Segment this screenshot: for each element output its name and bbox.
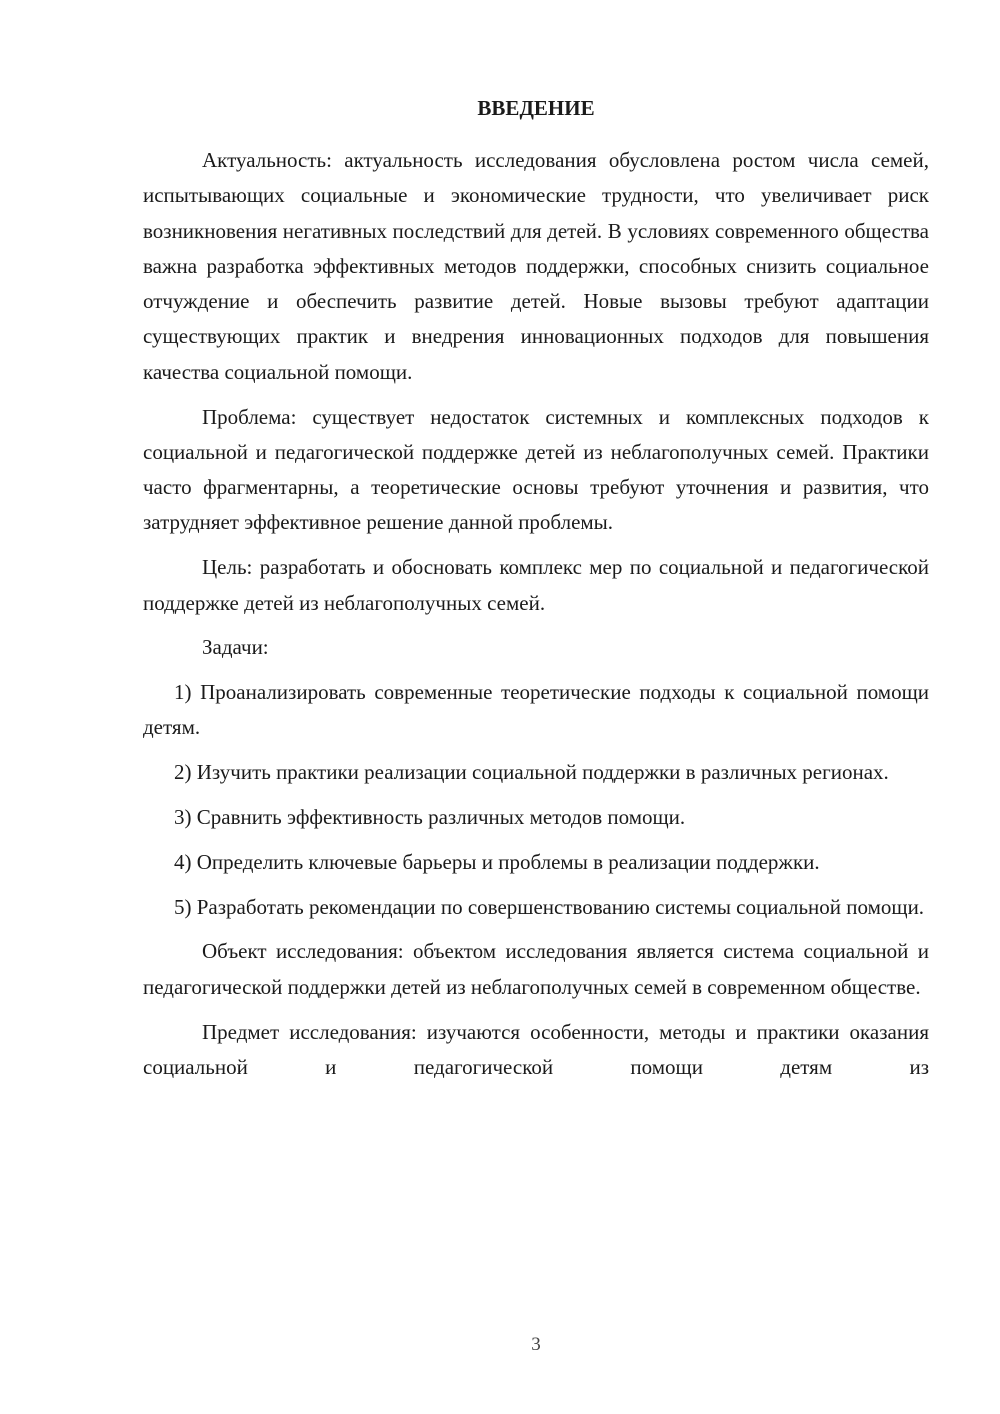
paragraph-object: Объект исследования: объектом исследования является система социальной и педагогической поддержки детей из неблагополучных семей в современном обществе.: [143, 939, 929, 999]
page-title: ВВЕДЕНИЕ: [477, 96, 595, 120]
paragraph-subject: Предмет исследования: изучаются особенности, методы и практики оказания социальной и педагогической помощи детям из: [143, 1019, 929, 1079]
task-item-3: 3) Сравнить эффективность различных методов помощи.: [174, 805, 686, 830]
task-item-5: 5) Разработать рекомендации по совершенствованию системы социальной помощи.: [174, 894, 925, 919]
page-number: 3: [531, 1334, 541, 1355]
paragraph-problem: Проблема: существует недостаток системных и комплексных подходов к социальной и педагогической поддержке детей из неблагополучных семей. Практики часто фрагментарны, а теоретические основы требуют уточнения и развития, что затрудняет эффективное решение данной проблемы.: [143, 404, 929, 535]
paragraph-relevance: Актуальность: актуальность исследования обусловлена ростом числа семей, испытывающих социальные и экономические трудности, что увеличивает риск возникновения негативных последствий для детей. В условиях современного общества важна разработка эффективных методов поддержки, способных снизить социальное отчуждение и обеспечить развитие детей. Новые вызовы требуют адаптации существующих практик и внедрения инновационных подходов для повышения качества социальной помощи.: [143, 148, 929, 384]
task-item-2: 2) Изучить практики реализации социальной поддержки в различных регионах.: [174, 760, 889, 785]
tasks-heading: Задачи:: [202, 635, 269, 660]
document-body: [143, 143, 929, 1085]
paragraph-goal: Цель: разработать и обосновать комплекс мер по социальной и педагогической поддержке детей из неблагополучных семей.: [143, 555, 929, 615]
task-item-1: 1) Проанализировать современные теоретические подходы к социальной помощи детям.: [143, 680, 929, 740]
task-item-4: 4) Определить ключевые барьеры и проблемы в реализации поддержки.: [174, 849, 820, 874]
